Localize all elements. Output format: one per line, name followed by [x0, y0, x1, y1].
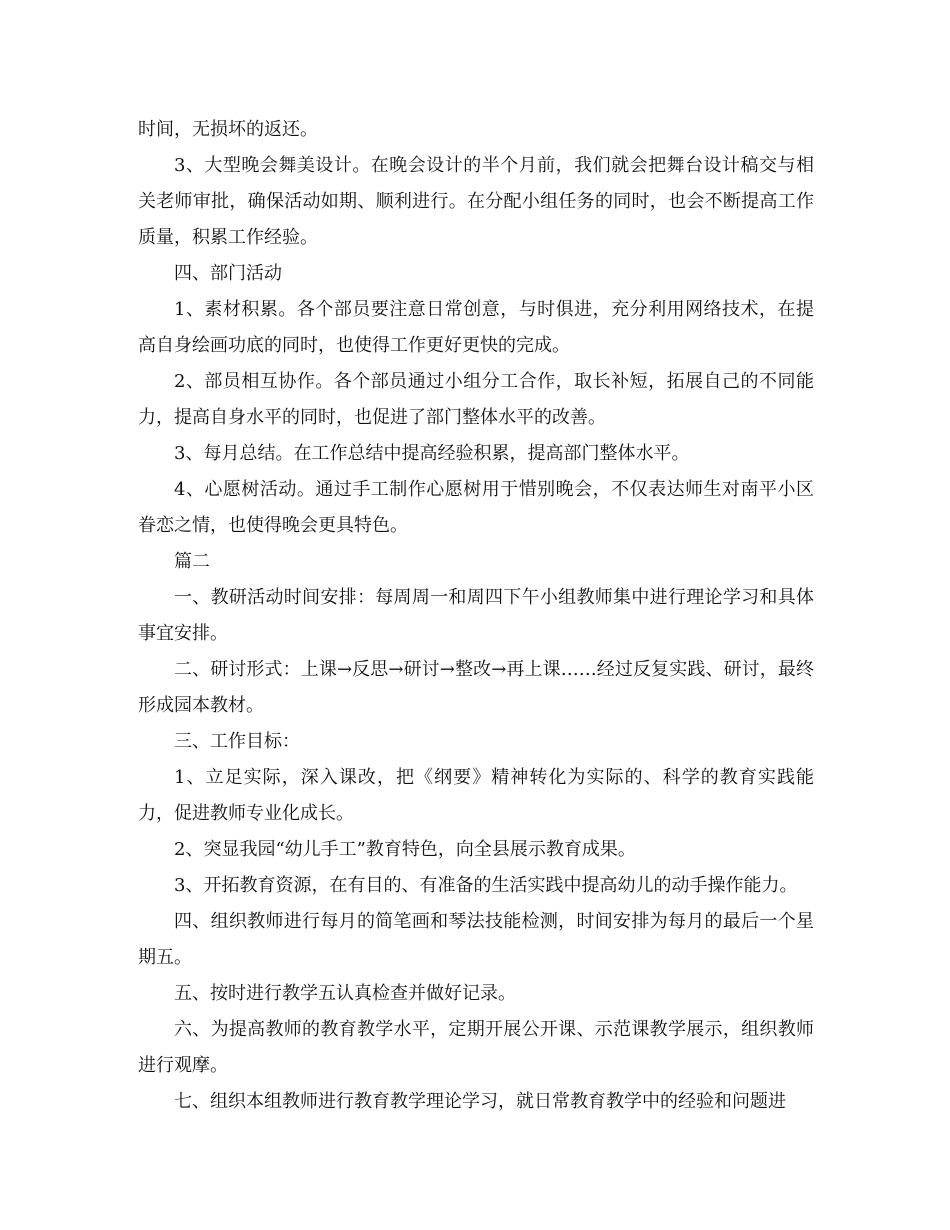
- paragraph: 2、突显我园“幼儿手工”教育特色，向全县展示教育成果。: [174, 839, 636, 860]
- paragraph: 二、研讨形式：上课→反思→研讨→整改→再上课……经过反复实践、研讨，最终形成园本教材。: [138, 659, 814, 716]
- paragraph: 4、心愿树活动。通过手工制作心愿树用于惜别晚会，不仅表达师生对南平小区眷恋之情，也使得晚会更具特色。: [138, 479, 814, 536]
- section-heading: 篇二: [174, 551, 210, 572]
- paragraph: 五、按时进行教学五认真检查并做好记录。: [174, 983, 516, 1004]
- document-body: [138, 112, 814, 1120]
- paragraph: 六、为提高教师的教育教学水平，定期开展公开课、示范课教学展示，组织教师进行观摩。: [138, 1019, 814, 1076]
- section-heading: 三、工作目标：: [174, 731, 300, 752]
- paragraph: 四、组织教师进行每月的简笔画和琴法技能检测，时间安排为每月的最后一个星期五。: [138, 911, 814, 968]
- paragraph: 1、素材积累。各个部员要注意日常创意，与时俱进，充分利用网络技术，在提高自身绘画功底的同时，也使得工作更好更快的完成。: [138, 299, 814, 356]
- paragraph: 时间，无损坏的返还。: [138, 119, 318, 140]
- paragraph: 七、组织本组教师进行教育教学理论学习，就日常教育教学中的经验和问题进: [174, 1091, 786, 1112]
- paragraph: 3、开拓教育资源，在有目的、有准备的生活实践中提高幼儿的动手操作能力。: [174, 875, 798, 896]
- section-heading: 四、部门活动: [174, 263, 282, 284]
- paragraph: 一、教研活动时间安排：每周周一和周四下午小组教师集中进行理论学习和具体事宜安排。: [138, 587, 814, 644]
- paragraph: 3、每月总结。在工作总结中提高经验积累，提高部门整体水平。: [174, 443, 690, 464]
- paragraph: 2、部员相互协作。各个部员通过小组分工合作，取长补短，拓展自己的不同能力，提高自身水平的同时，也促进了部门整体水平的改善。: [138, 371, 814, 428]
- paragraph: 1、立足实际，深入课改，把《纲要》精神转化为实际的、科学的教育实践能力，促进教师专业化成长。: [138, 767, 814, 824]
- paragraph: 3、大型晚会舞美设计。在晚会设计的半个月前，我们就会把舞台设计稿交与相关老师审批，确保活动如期、顺利进行。在分配小组任务的同时，也会不断提高工作质量，积累工作经验。: [138, 155, 814, 248]
